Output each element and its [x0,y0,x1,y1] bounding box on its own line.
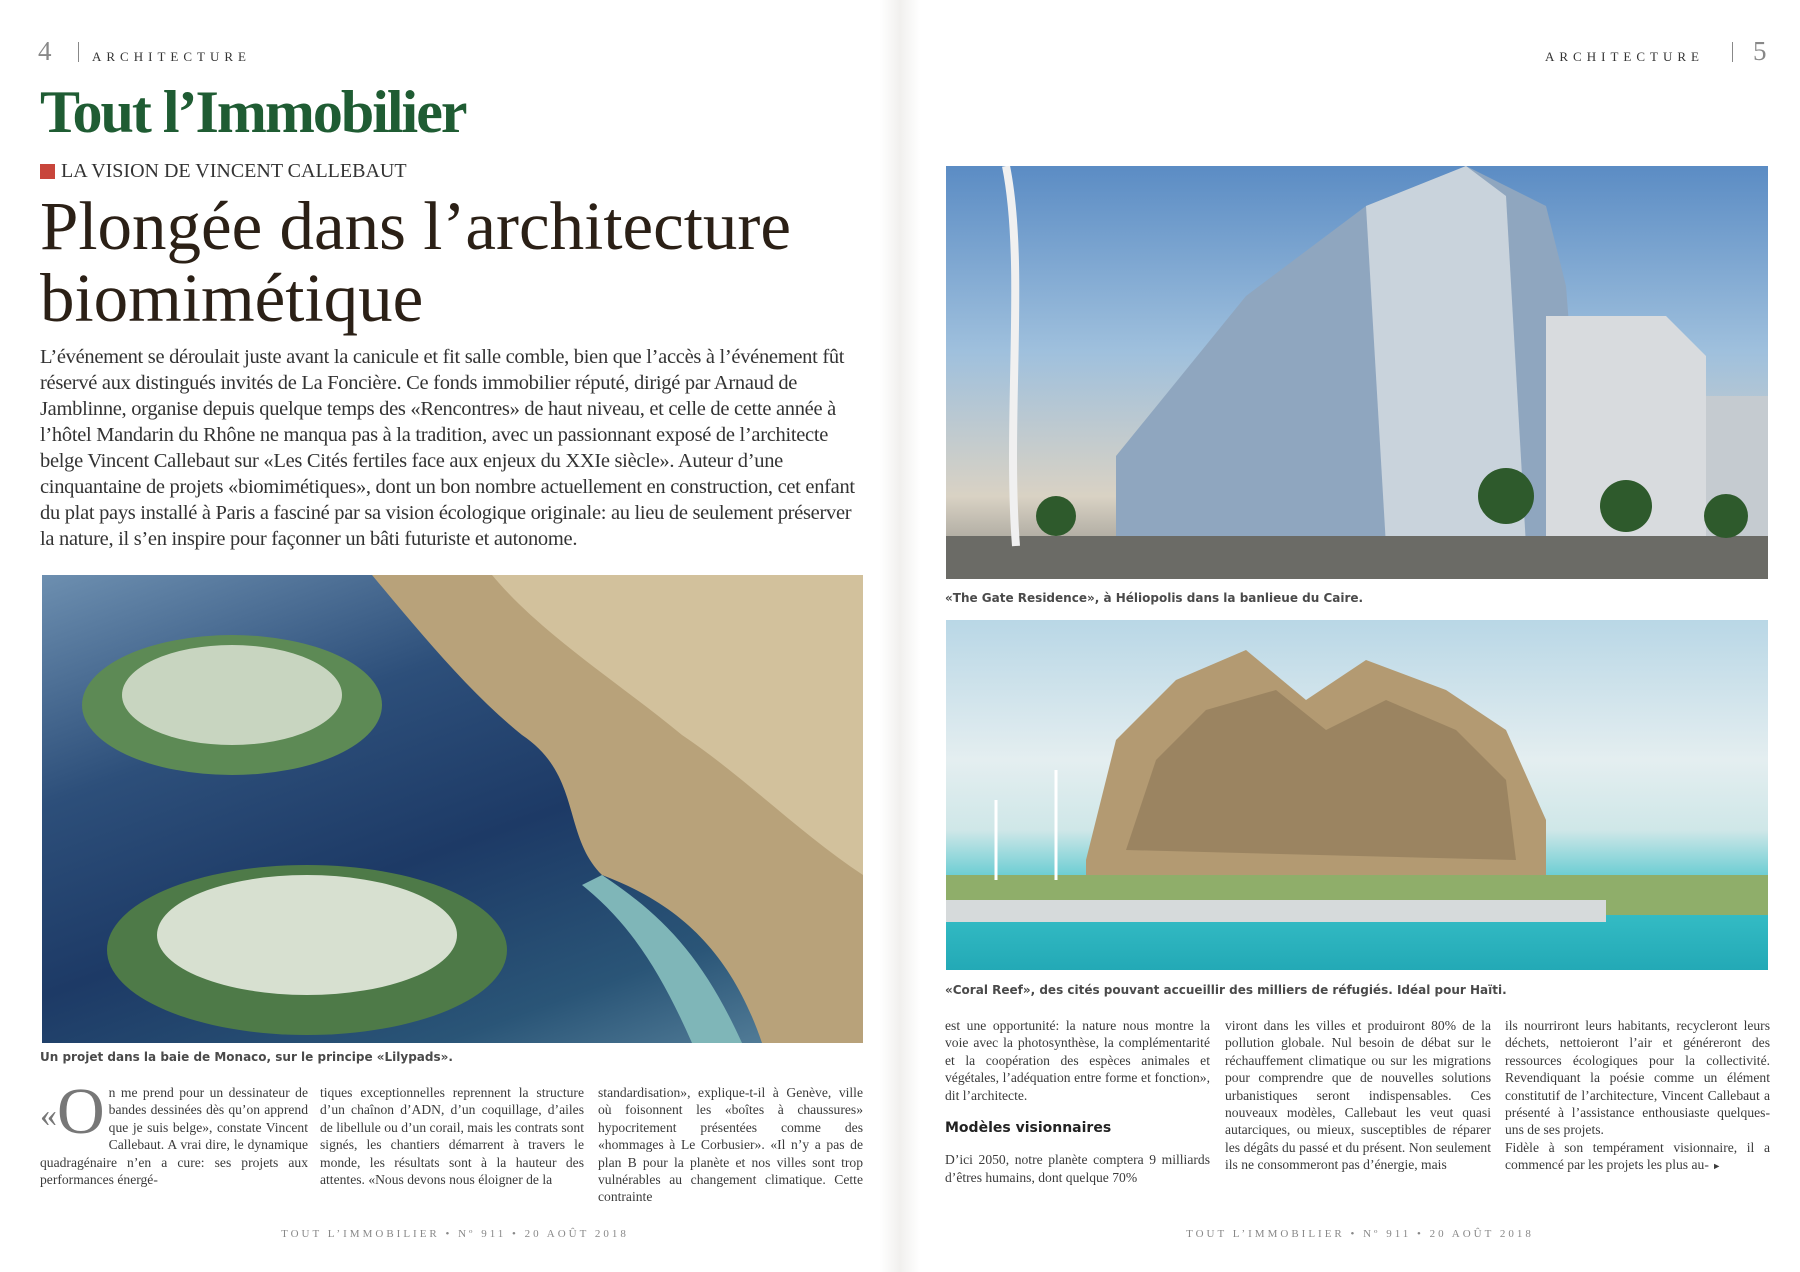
image-illustration [946,620,1768,970]
footer-right: TOUT L’IMMOBILIER • Nº 911 • 20 AOÛT 2018 [1186,1228,1534,1240]
body-column-6 [1505,1017,1770,1176]
image-illustration [946,166,1768,579]
headline [40,190,880,334]
page-number-right: 5 [1753,36,1767,66]
drop-cap [40,1075,105,1148]
page-number-left: 4 [38,36,52,66]
caption-gate-residence: «The Gate Residence», à Héliopolis dans la banlieue du Caire. [945,591,1364,605]
column-text [1505,1139,1770,1176]
headline-line: Plongée dans l’architecture [40,188,792,264]
drop-quote: « [40,1097,57,1134]
divider [78,42,79,62]
intro-paragraph: L’événement se déroulait juste avant la canicule et fit salle comble, bien que l’accès à l’événement fût réservé aux distingués invités de La Foncière. Ce fonds immobilier réputé, dirigé par Arnaud de Jamblinne, organise depuis quelque temps des «Rencontres» de haut niveau, et celle de cette année à l’hôtel Mandarin du Rhône ne manqua pas à la tradition, avec un passionnant exposé de l’architecte belge Vincent Callebaut sur «Les Cités fertiles face aux enjeux du XXIe siècle». Auteur d’une cinquantaine de projets «biomimétiques», dont un bon nombre actuellement en construction, cet enfant du plat pays installé à Paris a fasciné par sa vision écologique originale: au lieu de seulement préserver la nature, il s’en inspire pour façonner un bâti futuriste et autonome. [40,346,855,550]
page-spine [880,0,920,1272]
column-text: D’ici 2050, notre planète comptera 9 milliards d’êtres humains, dont quelque 70% [945,1152,1210,1185]
column-text: est une opportunité: la nature nous montre la voie avec la photosynthèse, la complémentarité et la coopération des espèces animales et végétales, l’adéquation entre forme et fonction», dit l’architecte. [945,1018,1210,1103]
subheading: Modèles visionnaires [945,1120,1112,1137]
section-label-left: ARCHITECTURE [92,49,251,64]
headline-line: biomimétique [40,260,424,336]
body-column-5: viront dans les villes et produiront 80% de la pollution globale. Nul besoin de débat sur le réchauffement climatique ou sur les migrations pour comprendre que de nouvelles solutions urbanistiques seront indispensables. Ces nouveaux modèles, Callebaut les veut quasi autarciques, ou mieux, susceptibles de réparer les dégâts du passé et du présent. Non seulement ils ne consommeront pas d’énergie, mais [1225,1018,1491,1173]
gate-residence-image [946,166,1768,579]
section-label-right: ARCHITECTURE [1545,49,1704,64]
column-text-span: Fidèle à son tempérament visionnaire, il a commencé par les projets les plus au- [1505,1139,1770,1173]
coral-reef-image [946,620,1768,970]
body-column-2: tiques exceptionnelles reprennent la structure d’un chaînon d’ADN, d’un coquillage, d’ailes de libellule ou d’un corail, mais les contrats sont signés, les chantiers démarrent à travers le monde, les résultats sont à la hauteur des attentes. «Nous devons nous éloigner de la [320,1085,584,1188]
body-column-1 [40,1075,308,1188]
kicker [40,160,407,183]
continue-arrow-icon: ► [1712,1161,1722,1172]
image-illustration [42,575,863,1043]
column-text: n me prend pour un dessinateur de bandes dessinées dès qu’on apprend que je suis belge», constate Vincent Callebaut. A vrai dire, le dynamique quadragénaire n’en a cure: ses projets aux performances énergé- [40,1085,308,1188]
column-text: ils nourriront leurs habitants, recycleront leurs déchets, nettoieront l’air et généreront des ressources écologiques pour la collectivité. Revendiquant la poésie comme un élément constitutif de l’architecture, Vincent Callebaut a présenté à l’assistance enthousiaste quelques-uns de ses projets. [1505,1018,1770,1138]
divider [1732,42,1733,62]
drop-cap-letter: O [57,1075,105,1148]
caption-monaco: Un projet dans la baie de Monaco, sur le principe «Lilypads». [40,1050,453,1064]
red-square-icon [40,164,55,179]
monaco-lilypads-image [42,575,863,1043]
footer-left: TOUT L’IMMOBILIER • Nº 911 • 20 AOÛT 2018 [281,1228,629,1240]
body-column-3: standardisation», explique-t-il à Genève, ville où foisonnent les «boîtes à chaussures» hypocritement présentées comme des «hommages à Le Corbusier». «Il n’y a pas de plan B pour la planète et nos villes sont trop vulnérables au changement climatique. Cette contrainte [598,1085,863,1205]
magazine-brand: Tout l’Immobilier [40,79,466,145]
caption-coral-reef: «Coral Reef», des cités pouvant accueillir des milliers de réfugiés. Idéal pour Haïti. [945,983,1507,997]
kicker-text: LA VISION DE VINCENT CALLEBAUT [61,160,407,182]
body-column-4 [945,1017,1210,1186]
